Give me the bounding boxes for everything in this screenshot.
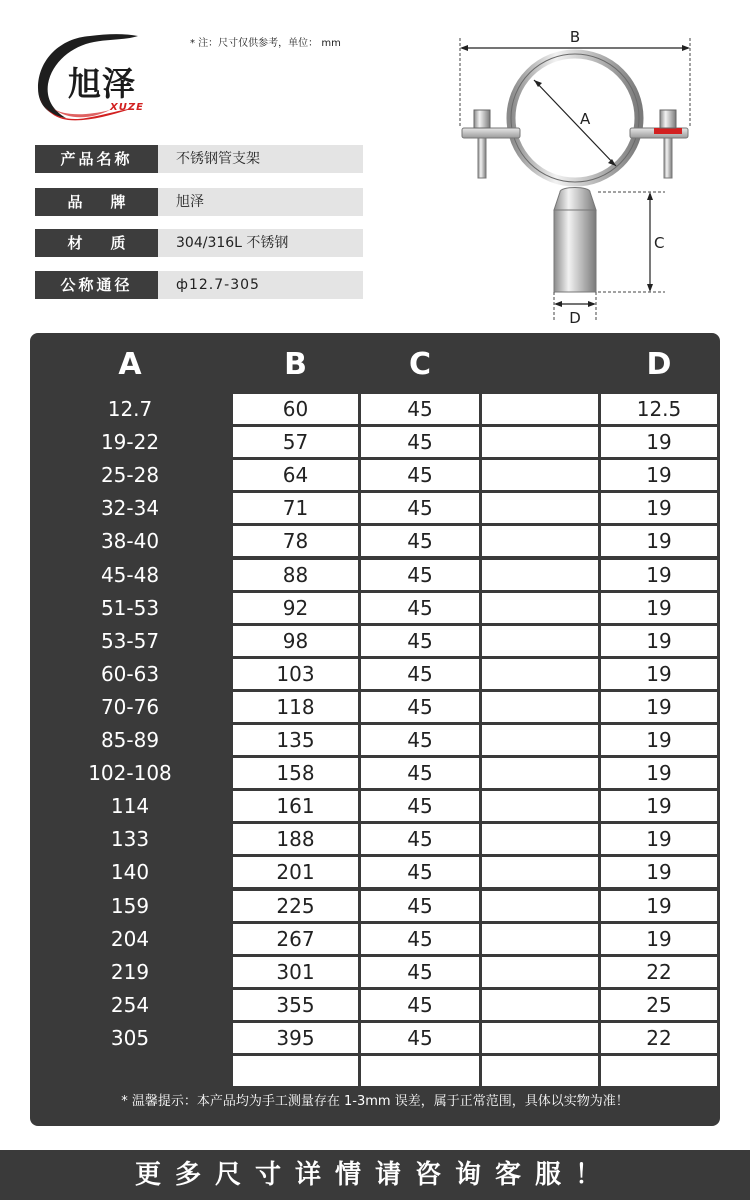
cell-b-value: 201: [233, 857, 358, 887]
cell-c-value: 45: [361, 427, 479, 457]
table-row: [30, 560, 720, 590]
cell-d-value: 22: [601, 1023, 717, 1053]
cell-d-value: 19: [601, 460, 717, 490]
cell-d-value: 19: [601, 493, 717, 523]
cell-c-value: 45: [361, 824, 479, 854]
cell-a-value: 60-63: [30, 659, 230, 689]
cell-d-value: 19: [601, 626, 717, 656]
table-row: [30, 857, 720, 887]
cell-c-value: 45: [361, 659, 479, 689]
cell-c-value: 45: [361, 924, 479, 954]
cell-c-value: 45: [361, 725, 479, 755]
table-row: [30, 758, 720, 788]
cell-d-value: 19: [601, 791, 717, 821]
cell-empty: [482, 659, 598, 689]
cell-b-value: 88: [233, 560, 358, 590]
cell-empty: [482, 725, 598, 755]
cell-c-value: 45: [361, 791, 479, 821]
label-c: C: [654, 234, 665, 252]
table-row: [30, 824, 720, 854]
cell-d-value: 19: [601, 560, 717, 590]
cell-a-value: 140: [30, 857, 230, 887]
cell-c-value: 45: [361, 692, 479, 722]
table-row: [30, 659, 720, 689]
cell-empty: [482, 957, 598, 987]
cell-c-value: 45: [361, 891, 479, 921]
label-b: B: [569, 28, 581, 46]
cell-d-value: 19: [601, 891, 717, 921]
dimension-diagram: [450, 20, 710, 330]
cell-b-value: 225: [233, 891, 358, 921]
cell-a-value: 53-57: [30, 626, 230, 656]
cell-b-value: 71: [233, 493, 358, 523]
cell-d-value: 19: [601, 924, 717, 954]
cell-empty: [482, 493, 598, 523]
cell-empty: [482, 394, 598, 424]
cell-b-value: 60: [233, 394, 358, 424]
cell-b-value: 118: [233, 692, 358, 722]
spec-row-material: [35, 229, 363, 257]
table-row: [30, 891, 720, 921]
cell-c-value: 45: [361, 990, 479, 1020]
table-row: [30, 692, 720, 722]
cell-c-value: 45: [361, 957, 479, 987]
table-row: [30, 394, 720, 424]
spec-value: 不锈钢管支架: [158, 145, 363, 173]
cell-b-value: 161: [233, 791, 358, 821]
cell-b-value: 267: [233, 924, 358, 954]
cell-empty: [482, 891, 598, 921]
cell-c-value: 45: [361, 593, 479, 623]
cell-c-value: 45: [361, 1023, 479, 1053]
cell-c-value: 45: [361, 857, 479, 887]
table-row: [30, 626, 720, 656]
cell-d-value: 19: [601, 725, 717, 755]
cell-b-value: [233, 1056, 358, 1086]
cell-empty: [482, 1056, 598, 1086]
cell-b-value: 135: [233, 725, 358, 755]
table-row: [30, 725, 720, 755]
header-a: A: [118, 347, 142, 382]
cell-d-value: 19: [601, 526, 717, 556]
label-a: A: [580, 110, 591, 128]
cell-empty: [482, 626, 598, 656]
cell-d-value: 19: [601, 857, 717, 887]
cell-a-value: 114: [30, 791, 230, 821]
cell-c-value: 45: [361, 758, 479, 788]
cell-empty: [482, 526, 598, 556]
cell-b-value: 395: [233, 1023, 358, 1053]
header-d: D: [646, 347, 672, 382]
cell-a-value: 25-28: [30, 460, 230, 490]
cell-b-value: 103: [233, 659, 358, 689]
spec-label: 材质: [35, 229, 158, 257]
cell-d-value: 12.5: [601, 394, 717, 424]
cell-c-value: 45: [361, 394, 479, 424]
logo-brand-cn: 旭泽: [68, 64, 136, 103]
cell-a-value: 204: [30, 924, 230, 954]
cell-b-value: 355: [233, 990, 358, 1020]
cell-a-value: [30, 1056, 230, 1086]
cell-a-value: 19-22: [30, 427, 230, 457]
cell-b-value: 78: [233, 526, 358, 556]
cell-empty: [482, 758, 598, 788]
cell-b-value: 64: [233, 460, 358, 490]
cell-a-value: 159: [30, 891, 230, 921]
cell-a-value: 12.7: [30, 394, 230, 424]
cell-d-value: 19: [601, 692, 717, 722]
header-b: B: [284, 347, 307, 382]
cell-d-value: 19: [601, 593, 717, 623]
cell-c-value: 45: [361, 626, 479, 656]
cell-d-value: [601, 1056, 717, 1086]
cell-a-value: 32-34: [30, 493, 230, 523]
cell-c-value: [361, 1056, 479, 1086]
cell-a-value: 254: [30, 990, 230, 1020]
table-row: [30, 593, 720, 623]
brand-logo: [30, 30, 165, 130]
cell-a-value: 51-53: [30, 593, 230, 623]
cell-d-value: 19: [601, 659, 717, 689]
cell-empty: [482, 460, 598, 490]
cell-d-value: 19: [601, 427, 717, 457]
table-row: [30, 957, 720, 987]
table-row: [30, 990, 720, 1020]
spec-value: 旭泽: [158, 188, 363, 216]
spec-label: 品牌: [35, 188, 158, 216]
spec-value: ф12.7-305: [158, 271, 363, 299]
cell-a-value: 133: [30, 824, 230, 854]
pipe-support-diagram-icon: [450, 20, 710, 330]
cell-d-value: 22: [601, 957, 717, 987]
cell-a-value: 70-76: [30, 692, 230, 722]
cell-empty: [482, 560, 598, 590]
cell-c-value: 45: [361, 560, 479, 590]
disclaimer-note: * 温馨提示：本产品均为手工测量存在 1-3mm 误差，属于正常范围，具体以实物为准！: [121, 1094, 629, 1109]
cell-empty: [482, 791, 598, 821]
cell-b-value: 57: [233, 427, 358, 457]
unit-note: * 注：尺寸仅供参考，单位： mm: [190, 38, 341, 49]
cell-empty: [482, 427, 598, 457]
cell-b-value: 92: [233, 593, 358, 623]
table-row: [30, 460, 720, 490]
label-d: D: [569, 309, 581, 327]
cell-c-value: 45: [361, 526, 479, 556]
cell-c-value: 45: [361, 460, 479, 490]
cell-d-value: 19: [601, 824, 717, 854]
cell-empty: [482, 824, 598, 854]
table-row: [30, 427, 720, 457]
cell-a-value: 45-48: [30, 560, 230, 590]
cell-a-value: 305: [30, 1023, 230, 1053]
cell-a-value: 102-108: [30, 758, 230, 788]
cell-c-value: 45: [361, 493, 479, 523]
table-row: [30, 924, 720, 954]
cell-empty: [482, 857, 598, 887]
spec-row-name: [35, 145, 363, 173]
spec-value: 304/316L 不锈钢: [158, 229, 363, 257]
table-row: [30, 1056, 720, 1086]
spec-label: 公称通径: [35, 271, 158, 299]
spec-row-brand: [35, 188, 363, 216]
table-row: [30, 493, 720, 523]
table-row: [30, 526, 720, 556]
header-c: C: [408, 347, 432, 382]
cell-b-value: 158: [233, 758, 358, 788]
cell-b-value: 301: [233, 957, 358, 987]
contact-footer: 更多尺寸详情请咨询客服！: [0, 1150, 750, 1200]
cell-a-value: 38-40: [30, 526, 230, 556]
cell-a-value: 219: [30, 957, 230, 987]
cell-a-value: 85-89: [30, 725, 230, 755]
cell-b-value: 188: [233, 824, 358, 854]
cell-empty: [482, 990, 598, 1020]
cell-empty: [482, 924, 598, 954]
cell-d-value: 19: [601, 758, 717, 788]
cell-empty: [482, 593, 598, 623]
cell-empty: [482, 1023, 598, 1053]
spec-row-diameter: [35, 271, 363, 299]
logo-brand-en: XUZE: [110, 102, 144, 113]
table-row: [30, 1023, 720, 1053]
cell-b-value: 98: [233, 626, 358, 656]
spec-label: 产品名称: [35, 145, 158, 173]
cell-d-value: 25: [601, 990, 717, 1020]
table-row: [30, 791, 720, 821]
cell-empty: [482, 692, 598, 722]
